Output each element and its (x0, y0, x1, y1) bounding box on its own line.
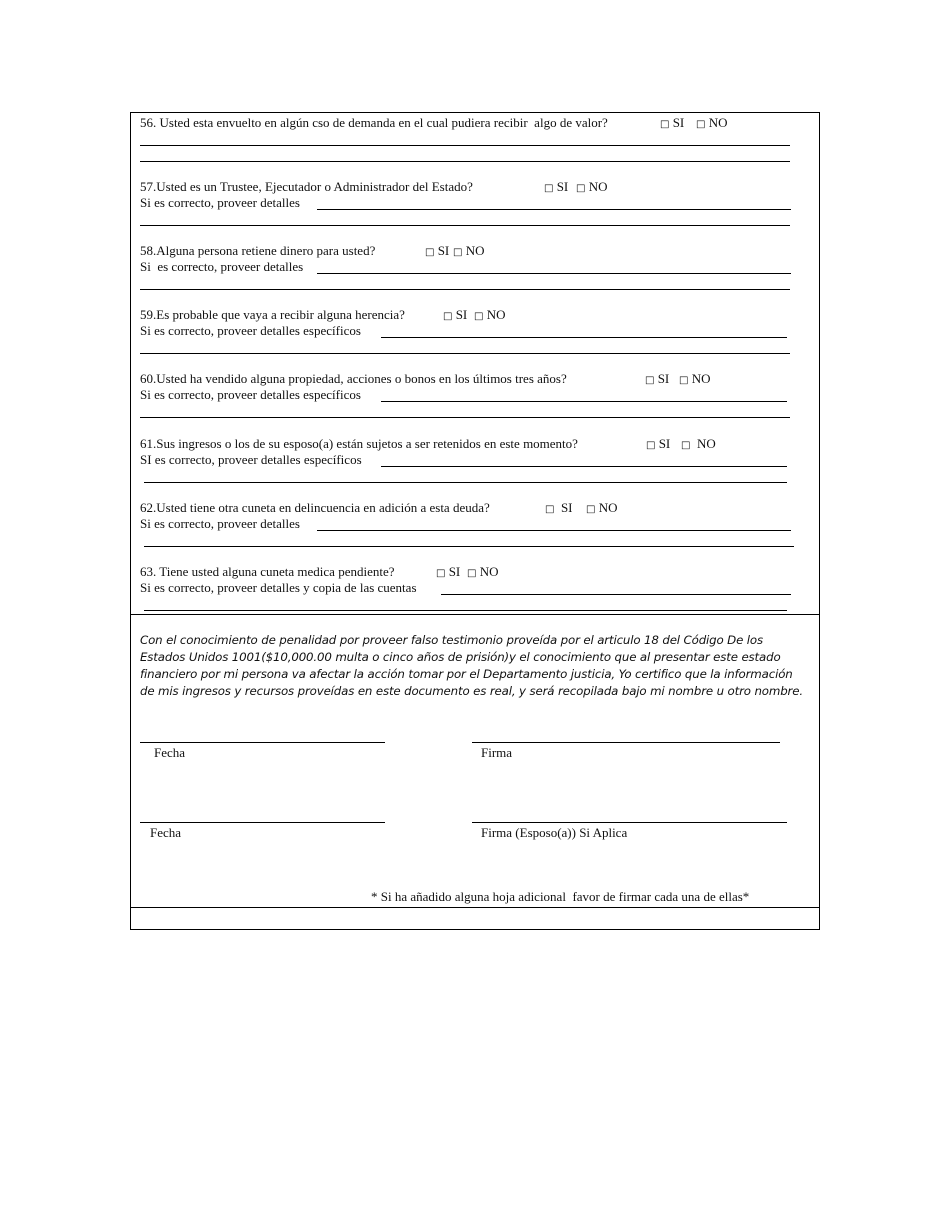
section-divider (131, 907, 819, 908)
no-option[interactable]: □ NO (696, 115, 728, 130)
answer-line[interactable] (381, 466, 787, 467)
checkbox-icon: □ (467, 568, 477, 579)
section-divider (131, 614, 819, 615)
declaration-text: Con el conocimiento de penalidad por proveer falso testimonio proveída por el articulo 18 del Código De los Estados Unidos 1001($10,000.00 multa o cinco años de prisión)y el conocimiento que al presentar este estado financiero por mi persona va afectar la acción tomar por el Departamento justicia, Yo certifico que la información de mis ingresos y recursos proveídas en este documento es real, y será recopilada bajo mi nombre u otro nombre. (140, 633, 803, 698)
answer-line[interactable] (144, 482, 787, 483)
date-label: Fecha (154, 745, 186, 760)
yes-option[interactable]: □ SI (646, 436, 671, 451)
answer-line[interactable] (140, 145, 790, 146)
answer-line[interactable] (140, 289, 790, 290)
checkbox-icon: □ (436, 568, 446, 579)
question-text: 57.Usted es un Trustee, Ejecutador o Administrador del Estado? (140, 179, 473, 194)
question-text: 62.Usted tiene otra cuneta en delincuencia en adición a esta deuda? (140, 500, 490, 515)
answer-line[interactable] (140, 353, 790, 354)
checkbox-icon: □ (453, 247, 463, 258)
checkbox-icon: □ (544, 183, 554, 194)
checkbox-icon: □ (645, 375, 655, 386)
question-text: 61.Sus ingresos o los de su esposo(a) están sujetos a ser retenidos en este momento? (140, 436, 578, 451)
checkbox-icon: □ (646, 440, 656, 451)
yes-option[interactable]: □ SI (660, 115, 685, 130)
checkbox-icon: □ (696, 119, 706, 130)
question-text: 60.Usted ha vendido alguna propiedad, acciones o bonos en los últimos tres años? (140, 371, 567, 386)
spouse-date-line[interactable] (140, 822, 385, 823)
spouse-date-label: Fecha (150, 825, 182, 840)
no-option[interactable]: □ NO (474, 307, 506, 322)
date-line[interactable] (140, 742, 385, 743)
answer-line[interactable] (441, 594, 791, 595)
no-option[interactable]: □ NO (586, 500, 618, 515)
no-option[interactable]: □ NO (576, 179, 608, 194)
answer-line[interactable] (140, 417, 790, 418)
checkbox-icon: □ (474, 311, 484, 322)
checkbox-icon: □ (679, 375, 689, 386)
checkbox-icon: □ (586, 504, 596, 515)
detail-label: Si es correcto, proveer detalles (140, 195, 300, 210)
question-text: 63. Tiene usted alguna cuneta medica pendiente? (140, 564, 395, 579)
no-option[interactable]: □ NO (453, 243, 485, 258)
answer-line[interactable] (317, 273, 791, 274)
answer-line[interactable] (317, 530, 791, 531)
yes-option[interactable]: □ SI (645, 371, 670, 386)
detail-label: Si es correcto, proveer detalles (140, 516, 300, 531)
checkbox-icon: □ (681, 440, 691, 451)
answer-line[interactable] (140, 225, 790, 226)
answer-line[interactable] (381, 337, 787, 338)
detail-label: Si es correcto, proveer detalles y copia de las cuentas (140, 580, 417, 595)
checkbox-icon: □ (425, 247, 435, 258)
yes-option[interactable]: □ SI (443, 307, 468, 322)
form-frame (130, 112, 820, 930)
question-text: 58.Alguna persona retiene dinero para usted? (140, 243, 376, 258)
no-option[interactable]: □ NO (467, 564, 499, 579)
answer-line[interactable] (140, 161, 790, 162)
detail-label: SI es correcto, proveer detalles específicos (140, 452, 362, 467)
no-option[interactable]: □ NO (679, 371, 711, 386)
answer-line[interactable] (381, 401, 787, 402)
checkbox-icon: □ (660, 119, 670, 130)
signature-line[interactable] (472, 742, 780, 743)
footer-note: * Si ha añadido alguna hoja adicional favor de firmar cada una de ellas* (371, 889, 750, 904)
question-text: 56. Usted esta envuelto en algún cso de demanda en el cual pudiera recibir algo de valor? (140, 115, 608, 130)
detail-label: Si es correcto, proveer detalles (140, 259, 304, 274)
answer-line[interactable] (144, 610, 787, 611)
no-option[interactable]: □ NO (681, 436, 716, 451)
detail-label: Si es correcto, proveer detalles específicos (140, 323, 361, 338)
checkbox-icon: □ (545, 504, 555, 515)
yes-option[interactable]: □ SI (544, 179, 569, 194)
yes-option[interactable]: □ SI (545, 500, 573, 515)
detail-label: Si es correcto, proveer detalles específicos (140, 387, 361, 402)
checkbox-icon: □ (443, 311, 453, 322)
yes-option[interactable]: □ SI (436, 564, 461, 579)
question-text: 59.Es probable que vaya a recibir alguna herencia? (140, 307, 405, 322)
answer-line[interactable] (317, 209, 791, 210)
answer-line[interactable] (144, 546, 794, 547)
yes-option[interactable]: □ SI (425, 243, 450, 258)
signature-label: Firma (481, 745, 513, 760)
checkbox-icon: □ (576, 183, 586, 194)
spouse-signature-label: Firma (Esposo(a)) Si Aplica (481, 825, 628, 840)
spouse-signature-line[interactable] (472, 822, 787, 823)
